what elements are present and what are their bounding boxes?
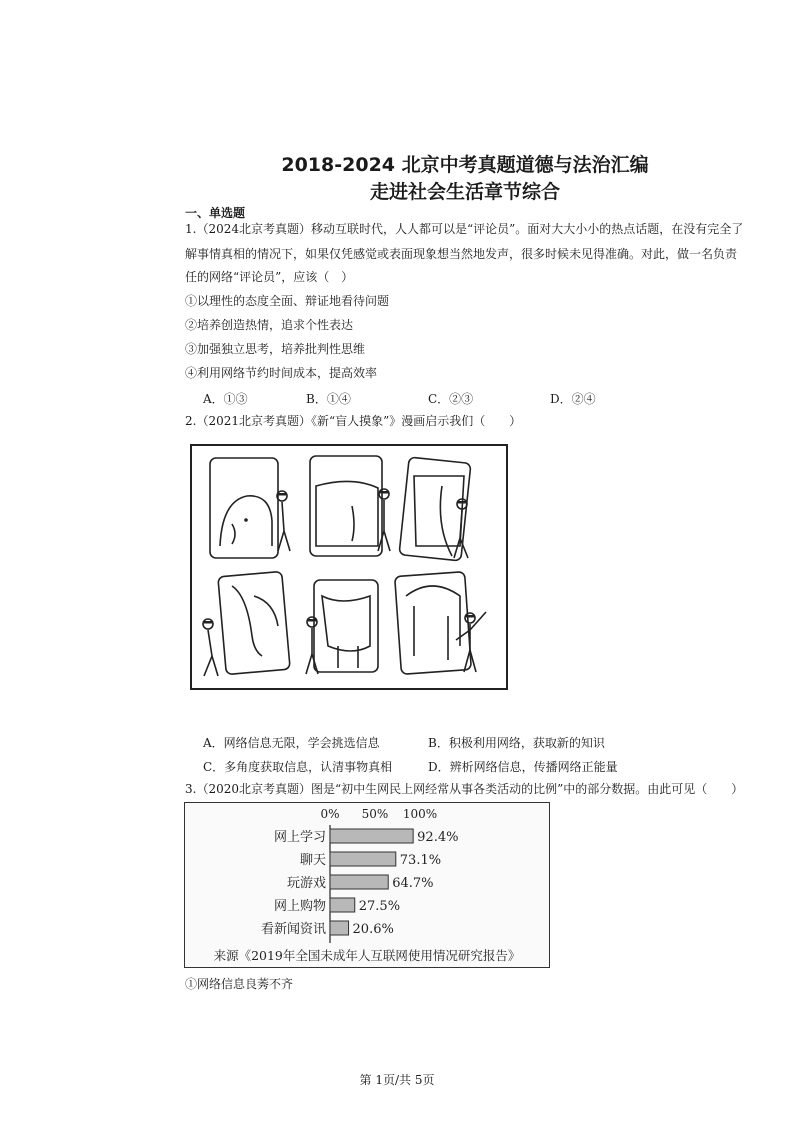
bar (330, 875, 388, 889)
value-label: 27.5% (358, 899, 401, 914)
q1-stem-line-1: 1.（2024北京考真题）移动互联时代，人人都可以是“评论员”。面对大大小小的热点话题，在没有完全了 (185, 222, 744, 236)
category-label: 网上学习 (273, 830, 326, 845)
value-label: 64.7% (392, 876, 434, 891)
q1-statement-3: ③加强独立思考，培养批判性思维 (185, 342, 366, 356)
activity-ratio-bar-chart (184, 802, 550, 968)
x-tick-label: 50% (361, 807, 389, 821)
q1-option-a[interactable]: A．①③ (203, 392, 248, 406)
category-label: 网上购物 (273, 899, 326, 914)
value-label: 73.1% (399, 853, 442, 868)
q2-option-d[interactable]: D．辨析网络信息，传播网络正能量 (428, 760, 618, 774)
category-label: 看新闻资讯 (260, 922, 326, 937)
q1-stem-line-2: 解事情真相的情况下，如果仅凭感觉或表面现象想当然地发声，很多时候未见得准确。对此，做一名负责 (185, 247, 738, 261)
bar (330, 829, 413, 843)
q1-statement-1: ①以理性的态度全面、辩证地看待问题 (185, 294, 390, 308)
comic-illustration (192, 446, 506, 688)
bar (330, 921, 349, 935)
category-label: 聊天 (299, 853, 326, 868)
blind-men-elephant-comic (190, 444, 508, 690)
q1-option-b[interactable]: B．①④ (306, 392, 351, 406)
value-label: 20.6% (352, 922, 394, 937)
q1-stem-line-3: 任的网络“评论员”，应该（ ） (185, 270, 354, 284)
document-title: 2018-2024 北京中考真题道德与法治汇编 (281, 154, 649, 176)
chart-source: 来源《2019年全国未成年人互联网使用情况研究报告》 (213, 948, 521, 963)
q2-option-c[interactable]: C．多角度获取信息，认清事物真相 (203, 760, 393, 774)
q2-option-b[interactable]: B．积极利用网络，获取新的知识 (428, 736, 605, 750)
q1-option-c[interactable]: C．②③ (428, 392, 474, 406)
bar (330, 852, 396, 866)
x-tick-label: 0% (320, 807, 340, 821)
q2-stem: 2.（2021北京考真题）《新“盲人摸象”》漫画启示我们（ ） (185, 414, 522, 428)
value-label: 92.4% (417, 830, 459, 845)
x-tick-label: 100% (402, 807, 438, 821)
q3-statement-1: ①网络信息良莠不齐 (185, 977, 294, 991)
q2-option-a[interactable]: A．网络信息无限，学会挑选信息 (203, 736, 380, 750)
q1-statement-4: ④利用网络节约时间成本，提高效率 (185, 366, 378, 380)
q1-statement-2: ②培养创造热情，追求个性表达 (185, 318, 354, 332)
document-subtitle: 走进社会生活章节综合 (369, 181, 560, 203)
category-label: 玩游戏 (286, 876, 326, 891)
chart-canvas (185, 803, 549, 967)
bar (330, 898, 355, 912)
q1-option-d[interactable]: D．②④ (550, 392, 596, 406)
page-footer: 第 1页/共 5页 (359, 1073, 435, 1087)
section-heading: 一、单选题 (185, 206, 246, 220)
q3-stem: 3.（2020北京考真题）图是“初中生网民上网经常从事各类活动的比例”中的部分数据。由此可见（ ） (185, 782, 744, 796)
